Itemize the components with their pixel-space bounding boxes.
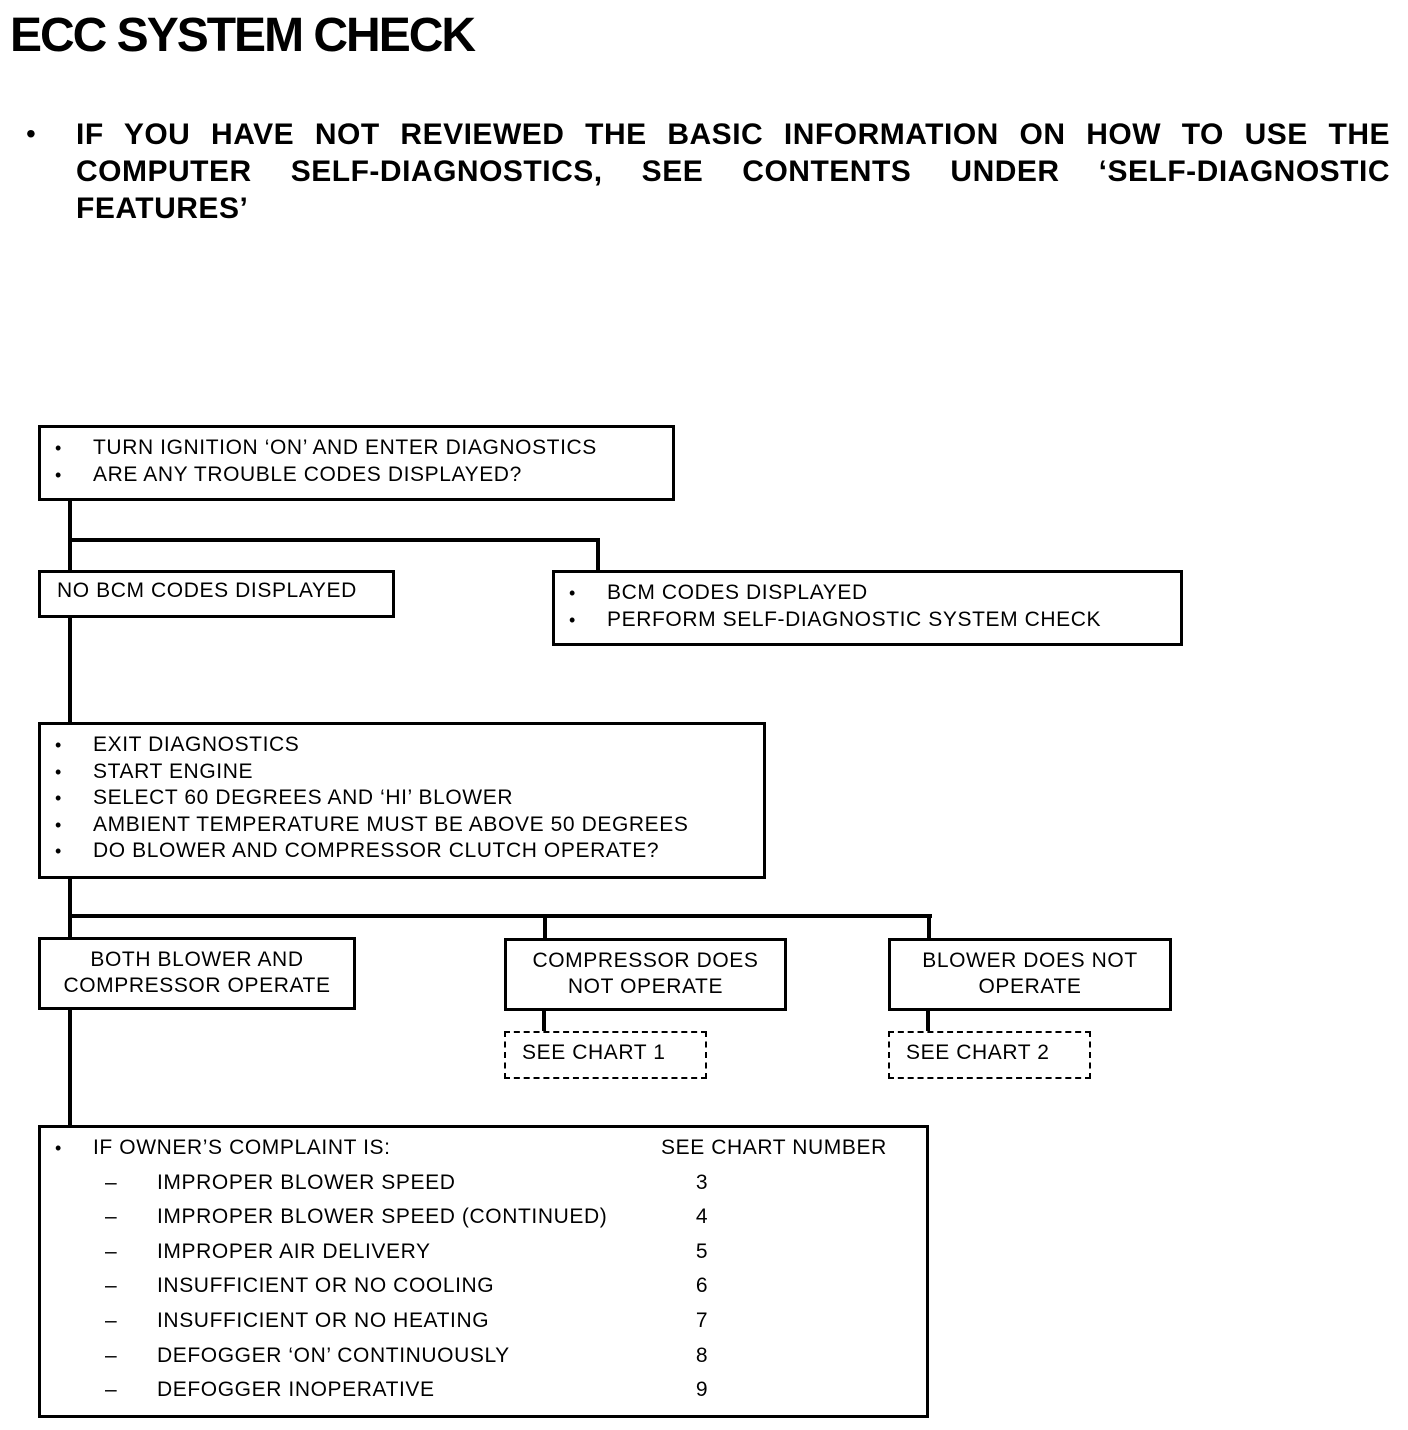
connector-main-3 [68, 878, 72, 938]
list-item: • TURN IGNITION ‘ON’ AND ENTER DIAGNOSTICS [55, 436, 597, 459]
list-item: • SELECT 60 DEGREES AND ‘HI’ BLOWER [55, 786, 514, 809]
complaint-row: – DEFOGGER INOPERATIVE 9 [105, 1378, 709, 1402]
no-codes-box [38, 570, 395, 618]
complaint-row: – IMPROPER BLOWER SPEED (CONTINUED) 4 [105, 1205, 709, 1229]
see-chart-1-box [504, 1031, 707, 1079]
blower-not-operate-box: BLOWER DOES NOT OPERATE [888, 938, 1172, 1011]
connector-branch-1 [68, 538, 600, 542]
complaint-row: – IMPROPER BLOWER SPEED 3 [105, 1170, 709, 1194]
list-item: • EXIT DIAGNOSTICS [55, 733, 300, 756]
see-chart-2-box [888, 1031, 1091, 1079]
connector-branch-2 [68, 914, 932, 918]
both-operate-box: BOTH BLOWER AND COMPRESSOR OPERATE [38, 937, 356, 1010]
see-chart-1-label: SEE CHART 1 [522, 1041, 666, 1064]
engine-test-box [38, 722, 766, 879]
page-title: ECC SYSTEM CHECK [10, 9, 475, 62]
connector-to-chart2 [926, 1010, 930, 1032]
complaints-header: IF OWNER’S COMPLAINT IS: [93, 1136, 391, 1159]
compressor-not-operate-box: COMPRESSOR DOES NOT OPERATE [504, 938, 787, 1011]
start-step-box [38, 425, 675, 501]
see-chart-2-label: SEE CHART 2 [906, 1041, 1050, 1064]
connector-to-codes [596, 538, 600, 572]
complaint-row: – IMPROPER AIR DELIVERY 5 [105, 1239, 709, 1263]
chart-number-header: SEE CHART NUMBER [661, 1136, 887, 1159]
complaint-row: – INSUFFICIENT OR NO COOLING 6 [105, 1274, 709, 1298]
list-item: • AMBIENT TEMPERATURE MUST BE ABOVE 50 DEGREES [55, 812, 689, 836]
list-item: • START ENGINE [55, 759, 254, 783]
connector-to-compressor [543, 914, 547, 940]
intro-note: IF YOU HAVE NOT REVIEWED THE BASIC INFORMATION ON HOW TO USE THE COMPUTER SELF-DIAGNOSTICS, SEE CONTENTS UNDER ‘SELF-DIAGNOSTIC FEATURES’ [76, 118, 1390, 225]
connector-to-chart1 [542, 1008, 546, 1032]
list-item: • ARE ANY TROUBLE CODES DISPLAYED? [55, 462, 522, 486]
no-codes-label: NO BCM CODES DISPLAYED [57, 579, 357, 602]
list-item: • PERFORM SELF-DIAGNOSTIC SYSTEM CHECK [569, 607, 1102, 631]
codes-displayed-box [552, 570, 1183, 646]
connector-main-1 [68, 500, 72, 572]
complaint-list [41, 1171, 926, 1413]
connector-to-blower [927, 914, 931, 940]
complaints-header-row: • IF OWNER’S COMPLAINT IS: SEE CHART NUMBER [55, 1136, 887, 1159]
connector-main-4 [68, 1008, 72, 1128]
complaint-row: – INSUFFICIENT OR NO HEATING 7 [105, 1308, 709, 1332]
complaints-box [38, 1125, 929, 1418]
connector-main-2 [68, 616, 72, 724]
intro-bullet: • [26, 118, 36, 149]
complaint-row: – DEFOGGER ‘ON’ CONTINUOUSLY 8 [105, 1343, 709, 1367]
list-item: • BCM CODES DISPLAYED [569, 581, 868, 604]
list-item: • DO BLOWER AND COMPRESSOR CLUTCH OPERATE? [55, 839, 660, 862]
